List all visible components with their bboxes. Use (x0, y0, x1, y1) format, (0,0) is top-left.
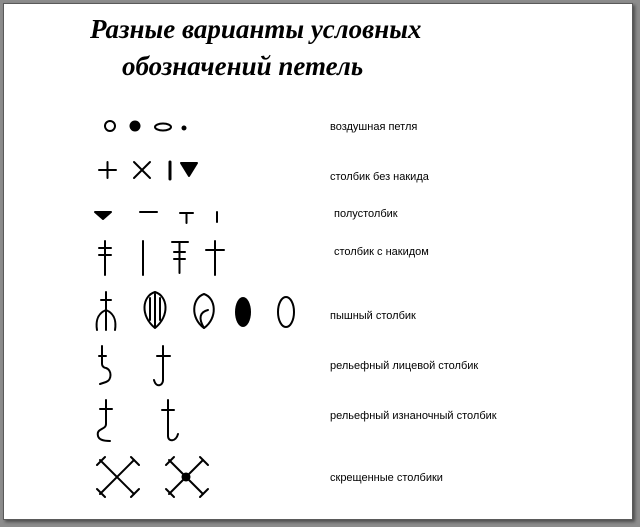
title-line-2: обозначений петель (122, 51, 364, 81)
dot-icon (182, 126, 187, 131)
label-back-post-dc: рельефный изнаночный столбик (330, 410, 497, 422)
double-crossed-t-icon (99, 241, 111, 275)
crossed-t-icon (206, 241, 224, 275)
x-icon (134, 162, 150, 178)
open-oval-icon (155, 124, 171, 131)
filled-triangle-icon (181, 163, 197, 176)
row-single-crochet-symbols (99, 162, 197, 179)
row-back-post-dc-symbols (98, 400, 178, 441)
label-front-post-dc: рельефный лицевой столбик (330, 360, 479, 372)
filled-triangle-icon (95, 212, 111, 219)
open-oval-icon (278, 297, 294, 327)
row-chain-stitch-symbols (105, 121, 187, 132)
leaf-icon (194, 294, 214, 328)
filled-oval-icon (235, 297, 251, 327)
puff-cluster-icon (97, 292, 116, 330)
veined-leaf-icon (144, 292, 165, 328)
label-puff-stitch: пышный столбик (330, 310, 416, 322)
title-line-1: Разные варианты условных (90, 14, 422, 44)
front-post-dc-icon (154, 346, 170, 385)
label-crossed-stitches: скрещенные столбики (330, 472, 443, 484)
row-front-post-dc-symbols (99, 346, 170, 385)
open-circle-icon (105, 121, 115, 131)
row-crossed-stitches-symbols (97, 457, 208, 497)
filled-circle-icon (130, 121, 141, 132)
front-post-dc-icon (99, 346, 111, 384)
crossed-stitches-dot-icon (166, 457, 208, 497)
label-chain-stitch: воздушная петля (330, 121, 418, 133)
label-double-crochet: столбик с накидом (334, 246, 429, 258)
row-double-crochet-symbols (99, 241, 224, 275)
row-half-double-crochet-symbols (95, 212, 217, 223)
back-post-dc-icon (162, 400, 178, 440)
crossed-stitches-icon (97, 457, 139, 497)
label-half-double-crochet: полустолбик (334, 208, 398, 220)
t-icon (180, 213, 193, 223)
plus-icon (99, 162, 116, 178)
label-single-crochet: столбик без накида (330, 171, 429, 183)
t-icon (172, 242, 188, 273)
row-puff-stitch-symbols (97, 292, 294, 330)
back-post-dc-icon (98, 400, 112, 441)
